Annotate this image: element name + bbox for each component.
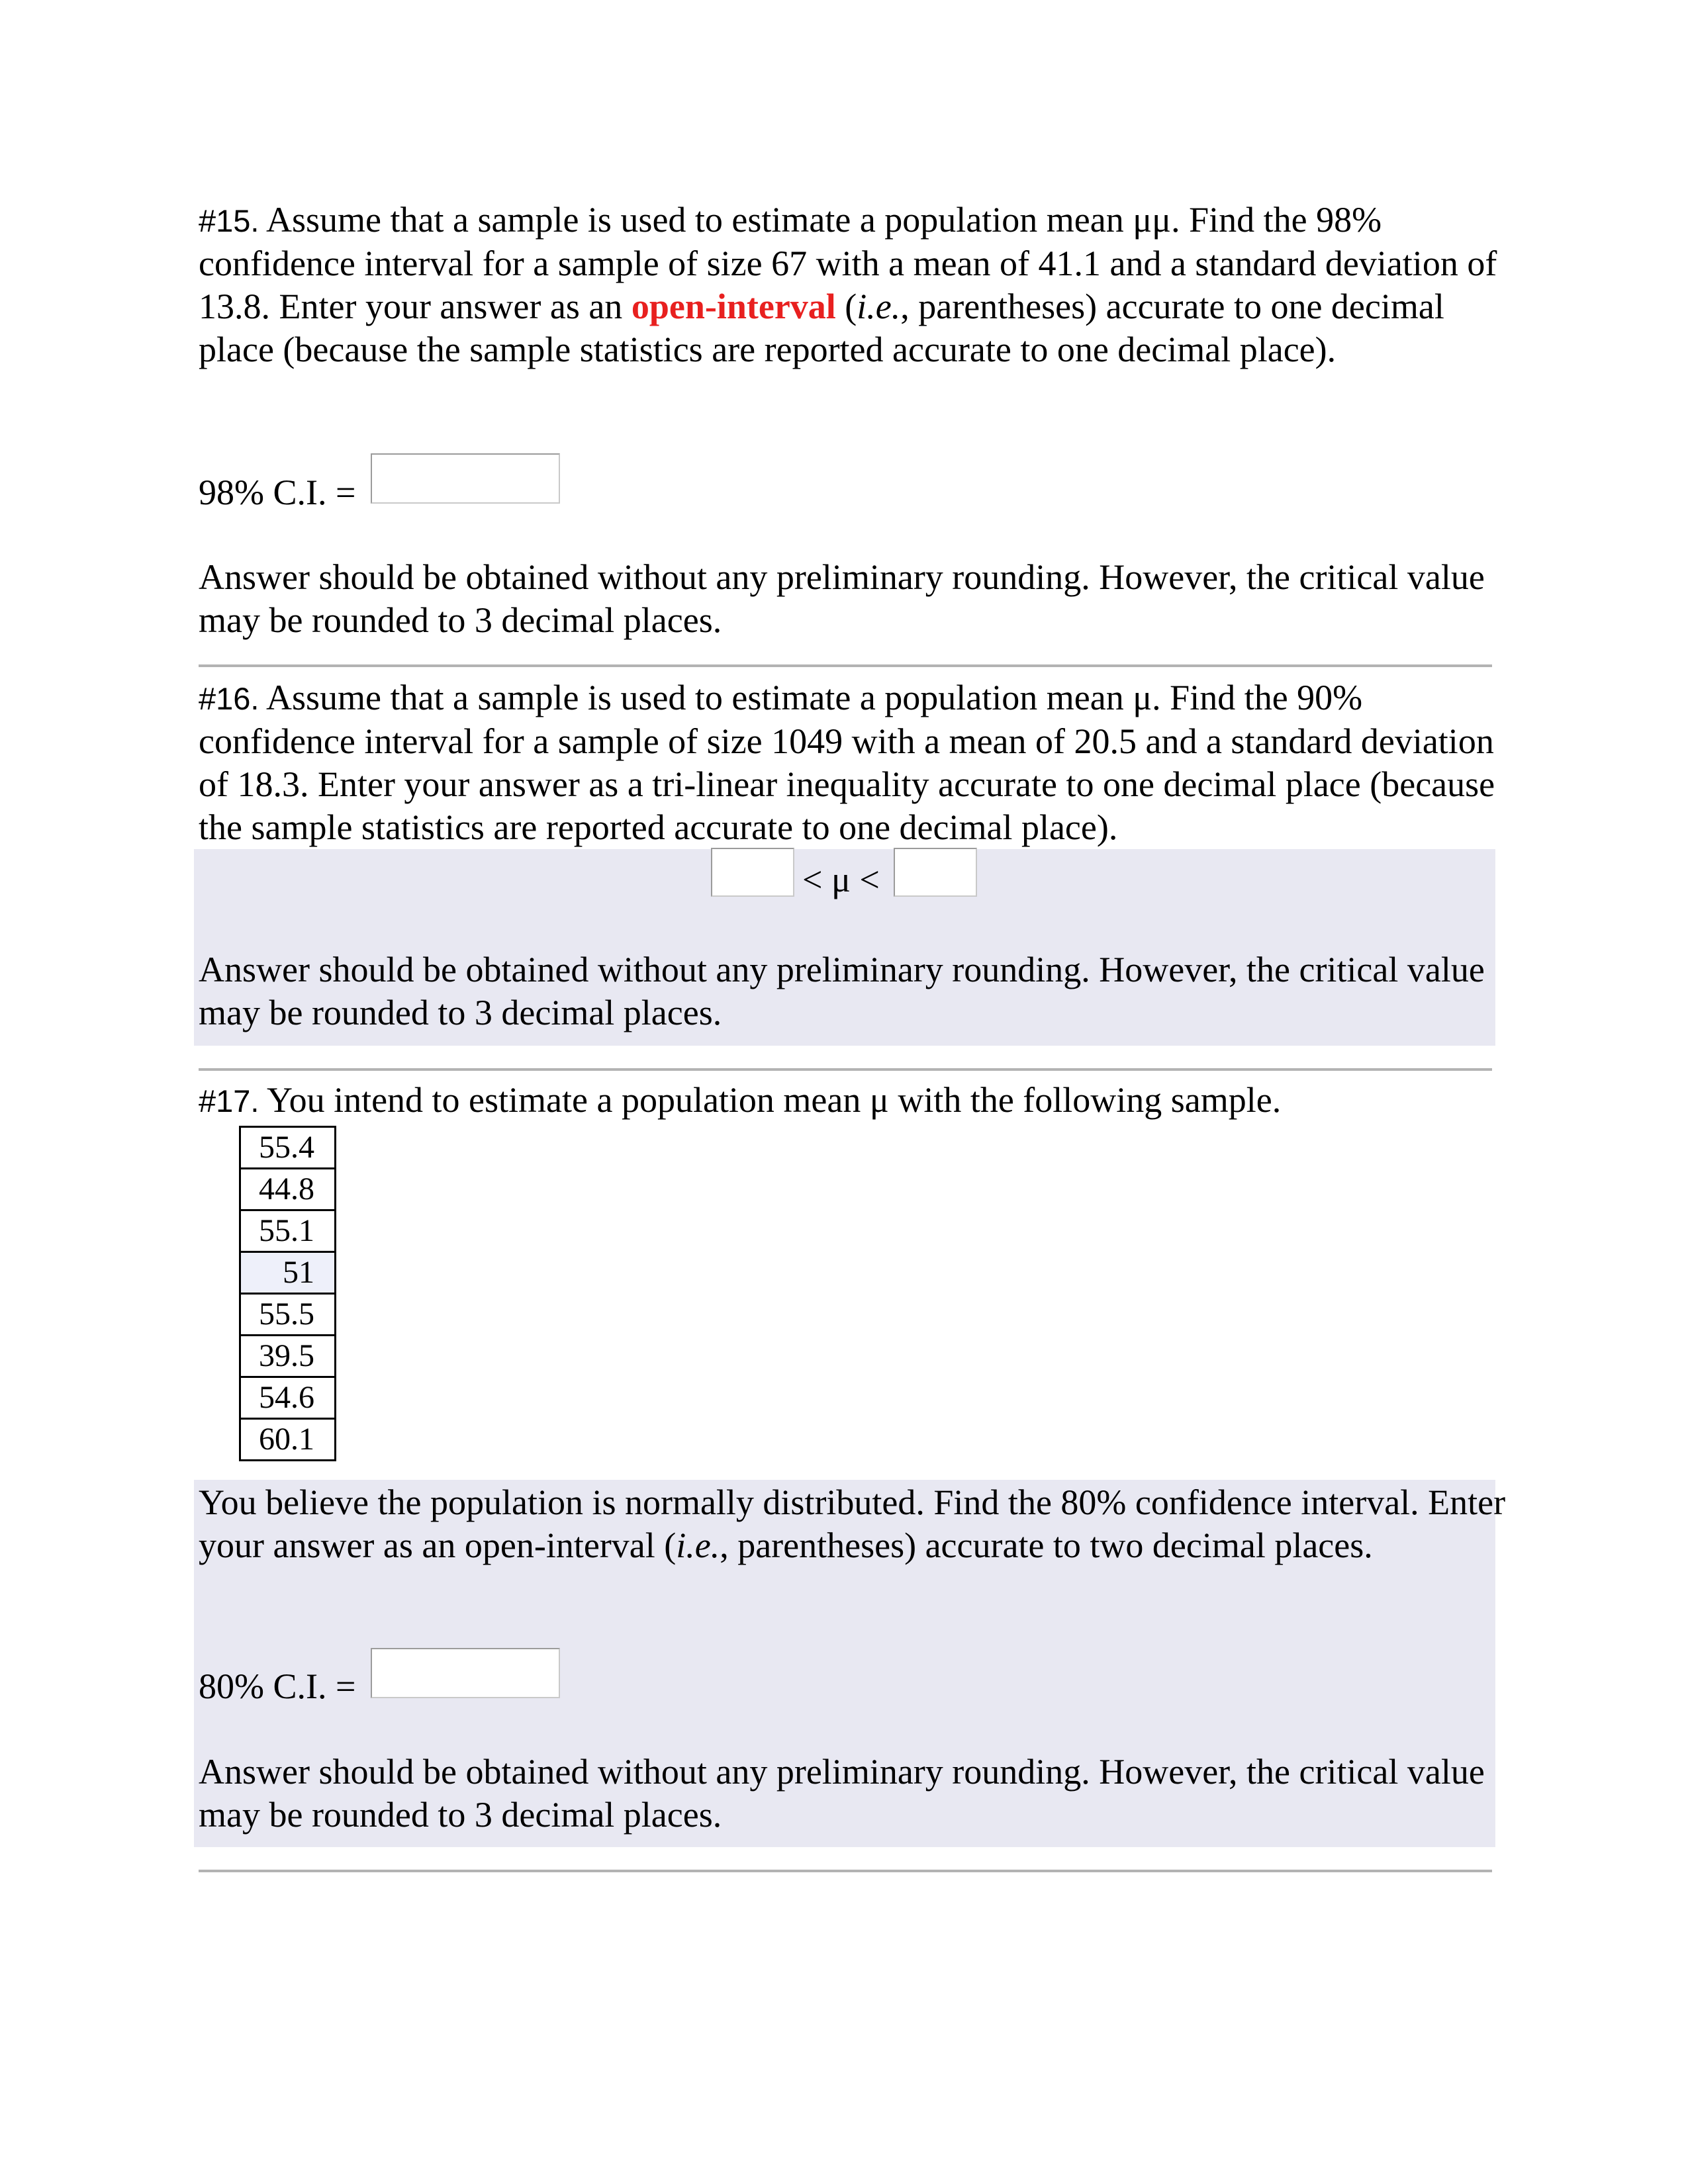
q17-ci-label: 80% C.I. = bbox=[199, 1666, 356, 1706]
sample-row bbox=[240, 1419, 336, 1461]
sample-cell: 55.1 bbox=[240, 1210, 336, 1252]
q15-number: #15. bbox=[199, 203, 259, 238]
sample-cell: 55.5 bbox=[240, 1294, 336, 1336]
q15-question-text bbox=[199, 199, 1523, 371]
q15-ci-label: 98% C.I. = bbox=[199, 473, 356, 512]
divider-1 bbox=[199, 664, 1492, 667]
q15-paren: ( bbox=[835, 287, 857, 326]
sample-row bbox=[240, 1169, 336, 1210]
q17-intro-text: You intend to estimate a population mean μ with the following sample. bbox=[266, 1080, 1282, 1120]
q17-sample-table bbox=[239, 1126, 336, 1461]
q16-note: Answer should be obtained without any preliminary rounding. However, the critical value may be rounded to 3 decimal places. bbox=[199, 950, 1485, 1032]
sample-row bbox=[240, 1210, 336, 1252]
sample-cell: 39.5 bbox=[240, 1336, 336, 1377]
sample-row bbox=[240, 1377, 336, 1419]
sample-cell: 60.1 bbox=[240, 1419, 336, 1461]
q16-question-text bbox=[199, 676, 1523, 849]
sample-row bbox=[240, 1294, 336, 1336]
q16-number: #16. bbox=[199, 681, 259, 716]
q17-answer-input[interactable] bbox=[371, 1648, 560, 1698]
q17-question-text bbox=[199, 1481, 1523, 1567]
q16-lower-bound-input[interactable] bbox=[711, 848, 794, 897]
q17-text-before: You believe the population is normally distributed. Find the 80% confidence interval. Enter your answer as an open-interval ( bbox=[199, 1482, 1506, 1565]
q16-inequality-symbol: < μ < bbox=[802, 860, 880, 899]
sample-cell: 54.6 bbox=[240, 1377, 336, 1419]
q17-intro bbox=[199, 1079, 1523, 1122]
sample-cell: 55.4 bbox=[240, 1127, 336, 1169]
q15-text-before: Assume that a sample is used to estimate a population mean μμ. Find the 98% confidence interval for a sample of size 67 with a mean of 41.1 and a standard deviation of 13.8. Enter your answer as an bbox=[199, 200, 1497, 326]
q17-text-after: , parentheses) accurate to two decimal places. bbox=[720, 1525, 1373, 1565]
q15-text-after: , parentheses) accurate to one decimal place (because the sample statistics are reported accurate to one decimal place). bbox=[199, 287, 1444, 369]
q15-note: Answer should be obtained without any preliminary rounding. However, the critical value may be rounded to 3 decimal places. bbox=[199, 557, 1485, 640]
sample-cell: 44.8 bbox=[240, 1169, 336, 1210]
divider-2 bbox=[199, 1068, 1492, 1071]
sample-row bbox=[240, 1127, 336, 1169]
q15-answer-input[interactable] bbox=[371, 453, 560, 504]
q15-open-interval-emphasis: open-interval bbox=[631, 287, 836, 326]
divider-3 bbox=[199, 1870, 1492, 1872]
q15-ie: i.e. bbox=[857, 287, 901, 326]
q17-ie: i.e. bbox=[676, 1525, 720, 1565]
q17-number: #17. bbox=[199, 1083, 259, 1118]
q16-text: Assume that a sample is used to estimate a population mean μ. Find the 90% confidence interval for a sample of size 1049 with a mean of 20.5 and a standard deviation of 18.3. Enter your answer as a tri-linear inequality accurate to one decimal place (because the sample statistics are reported accurate to one decimal place). bbox=[199, 678, 1495, 847]
q17-note: Answer should be obtained without any preliminary rounding. However, the critical value may be rounded to 3 decimal places. bbox=[199, 1752, 1485, 1835]
sample-cell: 51 bbox=[240, 1252, 336, 1294]
q16-upper-bound-input[interactable] bbox=[894, 848, 977, 897]
sample-row bbox=[240, 1336, 336, 1377]
sample-row bbox=[240, 1252, 336, 1294]
